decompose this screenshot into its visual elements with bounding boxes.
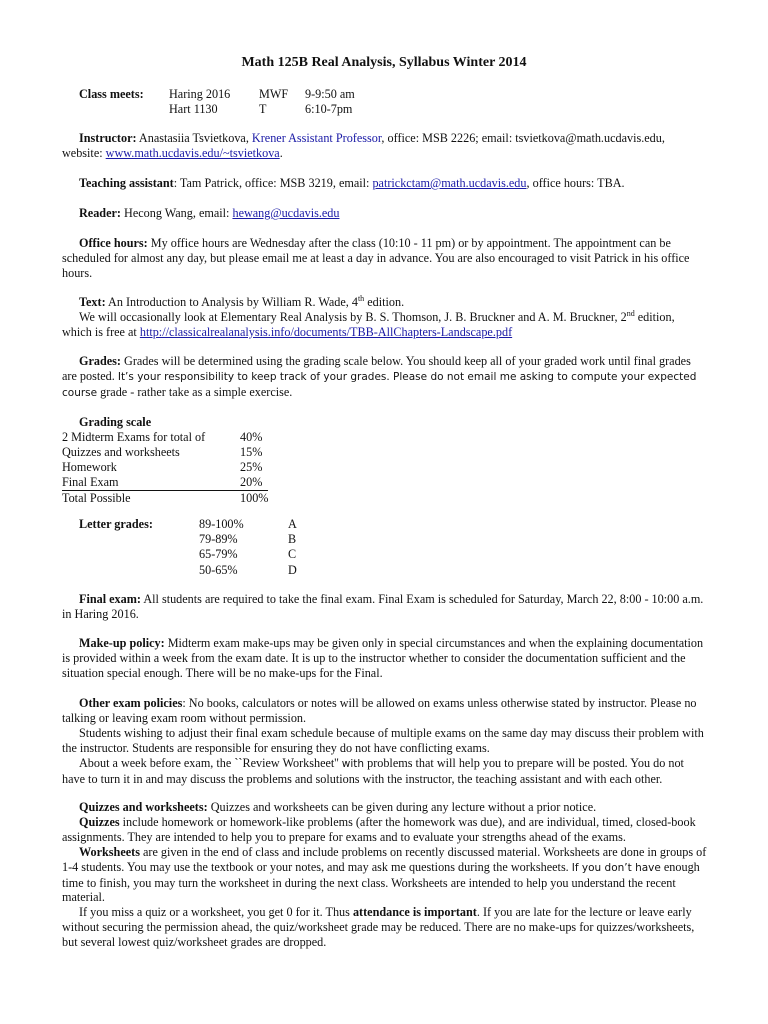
ta-label: Teaching assistant xyxy=(79,176,174,190)
worksheets-text-end: enough time to finish, you may turn the worksheet in during the next class. Worksheets are intended to help you understand the recent material. xyxy=(62,859,700,905)
grades-label: Grades: xyxy=(79,354,121,368)
grade-range: 89-100% xyxy=(199,517,244,531)
grade-weight: 40% xyxy=(240,429,263,444)
class-meets-row xyxy=(62,102,355,117)
grade-letter: C xyxy=(288,547,297,562)
letter-grades-section xyxy=(62,517,708,578)
grades-exercise-text: grade - rather take as a simple exercise. xyxy=(97,384,293,399)
meet-time: 9-9:50 am xyxy=(305,87,355,101)
ta-email-link[interactable]: patrickctam@math.ucdavis.edu xyxy=(372,176,527,190)
quizzes-label: Quizzes and worksheets: xyxy=(79,800,208,814)
grade-letter: A xyxy=(288,517,297,531)
office-hours-label: Office hours: xyxy=(79,236,148,250)
makeup-text: Midterm exam make-ups may be given only in special circumstances and when the explaining documentation is provided within a week from the exam date. It is up to the instructor whether to consider the documentation sufficient and the situation special enough. There will be no make-ups for the Final. xyxy=(62,636,704,680)
grade-item: Final Exam xyxy=(62,475,240,490)
other-policies-text: : No books, calculators or notes will be allowed on exams unless otherwise stated by instructor. Please no talking or leaving exam room without permission. xyxy=(62,696,697,725)
textbook-main: An Introduction to Analysis by William R. Wade, 4 xyxy=(105,295,358,309)
grading-scale-table xyxy=(62,430,268,506)
reader-email-link[interactable]: hewang@ucdavis.edu xyxy=(232,206,340,220)
table-row xyxy=(62,563,297,578)
office-hours-section xyxy=(62,236,708,281)
reader-text: Hecong Wang, email: xyxy=(120,206,233,220)
class-meets-label: Class meets: xyxy=(79,87,144,101)
grade-weight: 100% xyxy=(240,490,269,505)
grade-weight: 25% xyxy=(240,459,263,474)
table-row xyxy=(62,445,268,460)
letter-grades-label: Letter grades: xyxy=(79,517,153,531)
grade-weight: 15% xyxy=(240,444,263,459)
grade-item: 2 Midterm Exams for total of xyxy=(62,429,206,444)
grade-item: Homework xyxy=(62,459,117,474)
review-worksheet-hand: with xyxy=(341,757,365,770)
grade-range: 79-89% xyxy=(199,532,238,547)
instructor-section xyxy=(62,131,708,161)
instructor-website-link[interactable]: www.math.ucdavis.edu/~tsvietkova xyxy=(105,145,280,160)
table-row xyxy=(62,475,268,490)
website-label: website: xyxy=(62,145,106,160)
table-row xyxy=(62,547,297,562)
review-worksheet-text: About a week before exam, the ``Review Worksheet'' xyxy=(79,755,342,770)
exam-schedule-text: Students wishing to adjust their final exam schedule because of multiple exams on the same day may discuss their problem with the instructor. Students are responsible for ensuring they do not have conflicting exams. xyxy=(62,725,704,755)
final-exam-text: All students are required to take the final exam. Final Exam is scheduled for Saturday, March 22, 8:00 - 10:00 a.m. in Haring 2016. xyxy=(62,592,704,621)
instructor-name: Anastasiia Tsvietkova, xyxy=(138,131,252,145)
grade-weight: 20% xyxy=(240,475,268,490)
worksheets-hand-text: If you don’t have xyxy=(571,861,661,874)
textbook-pdf-link[interactable]: http://classicalrealanalysis.info/documents/TBB-AllChapters-Landscape.pdf xyxy=(139,324,513,339)
worksheets-text: are given in the end of class and include problems on recently discussed material. Worksheets are done in groups of 1-4 students. You may use the textbook or your notes, and may ask me questions during the worksheets. xyxy=(62,844,707,874)
ta-text: : Tam Patrick, office: MSB 3219, email: xyxy=(173,176,373,190)
attendance-important: attendance is important xyxy=(352,905,477,920)
grade-range: 50-65% xyxy=(199,562,238,577)
grading-scale-section xyxy=(62,415,708,505)
table-row xyxy=(62,430,268,445)
superscript: nd xyxy=(626,308,635,318)
missed-quiz-text: If you miss a quiz or a worksheet, you get 0 for it. Thus xyxy=(79,905,353,920)
instructor-label: Instructor: xyxy=(79,131,137,145)
grade-letter: B xyxy=(288,532,297,547)
final-exam-section xyxy=(62,592,708,622)
quizzes-section xyxy=(62,800,708,950)
review-worksheet-text-end: problems that will help you to prepare will be posted. You do not have to turn it in and may discuss the problems and solutions with the instructor, the teaching assistant and with each other. xyxy=(62,755,684,786)
text-section xyxy=(62,295,708,340)
meet-days: MWF xyxy=(259,87,289,101)
instructor-details: , office: MSB 2226; email: tsvietkova@math.ucdavis.edu, xyxy=(381,131,665,145)
quizzes-text: Quizzes and worksheets can be given during any lecture without a prior notice. xyxy=(207,800,597,814)
table-row xyxy=(62,517,297,532)
meet-time: 6:10-7pm xyxy=(305,101,353,116)
superscript: th xyxy=(357,293,365,303)
ta-office-hours: , office hours: TBA. xyxy=(526,176,625,190)
other-policies-section xyxy=(62,696,708,786)
textbook-edition: edition. xyxy=(364,295,405,309)
missed-quiz-text-end: . If you are late for the lecture or leave early without securing the permission ahead, the quiz/worksheet grade may be reduced. There are no make-ups for quizzes/worksheets, but several lowest quiz/worksheet grades are dropped. xyxy=(62,905,695,950)
grading-scale-heading: Grading scale xyxy=(79,415,152,429)
reader-label: Reader: xyxy=(79,206,121,220)
office-hours-text: My office hours are Wednesday after the class (10:10 - 11 pm) or by appointment. The appointment can be scheduled for almost any day, but please email me at least a day in advance. You are also encouraged to visit Patrick in his office hours. xyxy=(62,236,690,280)
meet-room: Haring 2016 xyxy=(169,87,231,101)
makeup-section xyxy=(62,636,708,681)
class-meets-row xyxy=(62,87,355,102)
final-exam-label: Final exam: xyxy=(79,592,141,606)
letter-grades-table xyxy=(62,517,297,578)
makeup-label: Make-up policy: xyxy=(79,636,165,650)
free-at-text: which is free at xyxy=(62,324,140,339)
textbook-secondary: We will occasionally look at Elementary Real Analysis by B. S. Thomson, J. B. Bruckner and A. M. Bruckner, 2 xyxy=(79,309,627,324)
quiz-label: Quizzes xyxy=(79,814,120,829)
ta-section xyxy=(62,176,708,191)
table-row xyxy=(62,532,297,547)
worksheets-label: Worksheets xyxy=(79,844,140,859)
page-title: Math 125B Real Analysis, Syllabus Winter 2014 xyxy=(241,55,527,70)
instructor-title: Krener Assistant Professor xyxy=(251,131,382,145)
grade-item: Quizzes and worksheets xyxy=(62,444,180,459)
grade-letter: D xyxy=(288,562,297,577)
table-row xyxy=(62,490,268,505)
reader-section xyxy=(62,206,708,221)
grade-item: Total Possible xyxy=(62,490,131,505)
text-label: Text: xyxy=(79,295,106,309)
grade-range: 65-79% xyxy=(199,547,238,562)
class-meets-section xyxy=(62,87,708,117)
other-policies-label: Other exam policies xyxy=(79,696,183,710)
period: . xyxy=(279,145,283,160)
class-meets-table xyxy=(62,87,355,117)
quiz-text: include homework or homework-like problems (after the homework was due), and are individual, timed, closed-book assignments. They are intended to help you to prepare for exams and to evaluate your strengths ahead of the exams. xyxy=(62,814,696,844)
table-row xyxy=(62,460,268,475)
grades-section xyxy=(62,354,708,401)
textbook-secondary-edition: edition, xyxy=(634,309,675,324)
meet-days: T xyxy=(259,101,267,116)
grades-text: Grades will be determined using the grading scale below. You should keep all of your graded work until final grades are posted. xyxy=(62,354,691,383)
meet-room: Hart 1130 xyxy=(169,101,218,116)
grades-responsibility-text: It’s your responsibility to keep track of your grades. Please do not email me asking to compute your expected course xyxy=(62,370,697,399)
